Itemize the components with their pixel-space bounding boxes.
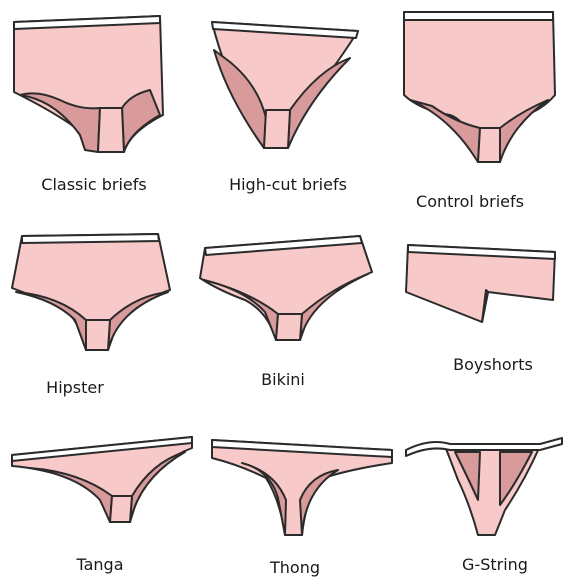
boyshorts-illustration: [406, 245, 555, 322]
bikini-illustration: [200, 236, 372, 340]
label-boyshorts: Boyshorts: [453, 355, 533, 374]
label-thong: Thong: [270, 558, 320, 577]
high-cut-briefs-illustration: [212, 22, 358, 148]
label-hipster: Hipster: [46, 378, 104, 397]
tanga-illustration: [12, 437, 192, 522]
thong-illustration: [212, 440, 392, 535]
hipster-illustration: [12, 234, 170, 350]
label-control-briefs: Control briefs: [416, 192, 524, 211]
g-string-illustration: [406, 438, 562, 535]
classic-briefs-illustration: [14, 16, 163, 152]
control-briefs-illustration: [404, 12, 555, 162]
label-high-cut-briefs: High-cut briefs: [229, 175, 347, 194]
label-classic-briefs: Classic briefs: [41, 175, 147, 194]
label-tanga: Tanga: [76, 555, 124, 574]
label-bikini: Bikini: [261, 370, 305, 389]
label-g-string: G-String: [462, 555, 528, 574]
